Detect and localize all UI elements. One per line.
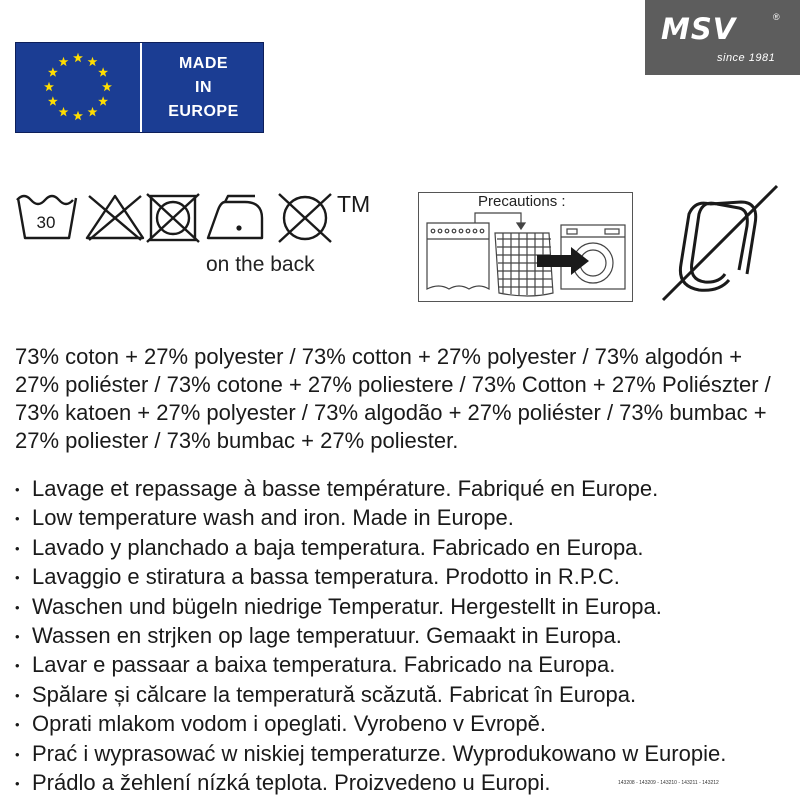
list-item [15, 740, 735, 769]
eu-star-icon [59, 57, 69, 66]
no-tumble-dry-icon [147, 194, 199, 242]
eu-star-icon [98, 67, 108, 76]
made-in-line-3: EUROPE [168, 102, 239, 120]
care-instruction-de: Waschen und bügeln niedrige Temperatur. Hergestellt in Europa. [32, 593, 662, 619]
fabric-composition: 73% coton + 27% polyester / 73% cotton + 27% polyester / 73% algodón + 27% poliéster / 73% cotone + 27% poliestere / 73% Cotton + 27% Poliészter / 73% katoen + 27% polyester / 73% algodão + 27% poliéster / 73% bumbac + 27% poliester / 73% bumbac + 27% poliester. [15, 344, 771, 453]
eu-star-icon [48, 96, 58, 105]
bullet: • [15, 658, 20, 674]
eu-star-icon [88, 57, 98, 66]
product-codes: 143208 - 143209 - 143210 - 143211 - 143212 [618, 780, 719, 786]
care-instruction-es: Lavado y planchado a baja temperatura. Fabricado en Europa. [32, 534, 644, 560]
list-item [15, 563, 735, 592]
bullet: • [15, 717, 20, 733]
no-dry-clean-icon [279, 194, 331, 242]
bullet: • [15, 599, 20, 615]
eu-stars-icon [16, 43, 140, 132]
eu-star-icon [98, 96, 108, 105]
made-in-europe-text [144, 43, 263, 132]
care-instruction-cs: Prádlo a žehlení nízká teplota. Proizvedeno u Europi. [32, 770, 551, 796]
list-item [15, 710, 735, 739]
bullet: • [15, 570, 20, 586]
brand-since: since 1981 [717, 52, 776, 64]
made-in-europe-badge [15, 42, 264, 133]
bullet: • [15, 511, 20, 527]
eu-star-icon [59, 107, 69, 116]
folded-garment-icon [427, 223, 489, 289]
care-instruction-it: Lavaggio e stiratura a bassa temperatura. Prodotto in R.P.C. [32, 564, 620, 590]
precautions-title: Precautions : [478, 193, 566, 210]
care-instruction-pl: Prać i wyprasować w niskiej temperaturze. Wyprodukowano w Europie. [32, 740, 727, 766]
care-instruction-ro: Spălare și călcare la temperatură scăzută. Fabricat în Europa. [32, 681, 637, 707]
no-hook-icon [655, 182, 780, 307]
list-item [15, 504, 735, 533]
garment-buttons [431, 229, 484, 233]
wash-30-icon [17, 196, 76, 238]
eu-star-icon [73, 53, 83, 62]
trademark: TM [337, 191, 371, 217]
care-instruction-nl: Wassen en strjken op lage temperatuur. Gemaakt in Europa. [32, 623, 622, 649]
bullet: • [15, 540, 20, 556]
list-item [15, 651, 735, 680]
eu-star-icon [102, 82, 112, 91]
on-the-back-note: on the back [206, 253, 315, 276]
list-item [15, 622, 735, 651]
bullet: • [15, 629, 20, 645]
care-instruction-fr: Lavage et repassage à basse température. Fabriqué en Europe. [32, 476, 659, 501]
care-instruction-en: Low temperature wash and iron. Made in Europe. [32, 505, 514, 531]
wash-temperature-label: 30 [36, 213, 56, 232]
list-item [15, 475, 735, 504]
no-bleach-icon [87, 196, 143, 240]
bullet: • [15, 776, 20, 792]
bullet: • [15, 482, 20, 497]
eu-star-icon [44, 82, 54, 91]
eu-star-icon [48, 67, 58, 76]
registered-mark: ® [773, 12, 780, 22]
made-in-line-1: MADE [178, 54, 229, 72]
bullet: • [15, 746, 20, 762]
list-item [15, 593, 735, 622]
eu-star-icon [88, 107, 98, 116]
care-instructions-list [15, 475, 735, 798]
list-item [15, 681, 735, 710]
care-symbols [15, 188, 337, 246]
care-instruction-hr: Oprati mlakom vodom i opeglati. Vyrobeno v Evropě. [32, 711, 546, 737]
bullet: • [15, 687, 20, 703]
made-in-line-2: IN [195, 78, 212, 96]
eu-star-icon [73, 111, 83, 120]
brand-logo [645, 0, 800, 75]
list-item [15, 534, 735, 563]
brand-name: MSV [661, 12, 737, 46]
badge-divider [140, 43, 142, 132]
care-instruction-pt: Lavar e passaar a baixa temperatura. Fabricado na Europa. [32, 652, 616, 678]
iron-low-icon [208, 196, 262, 238]
